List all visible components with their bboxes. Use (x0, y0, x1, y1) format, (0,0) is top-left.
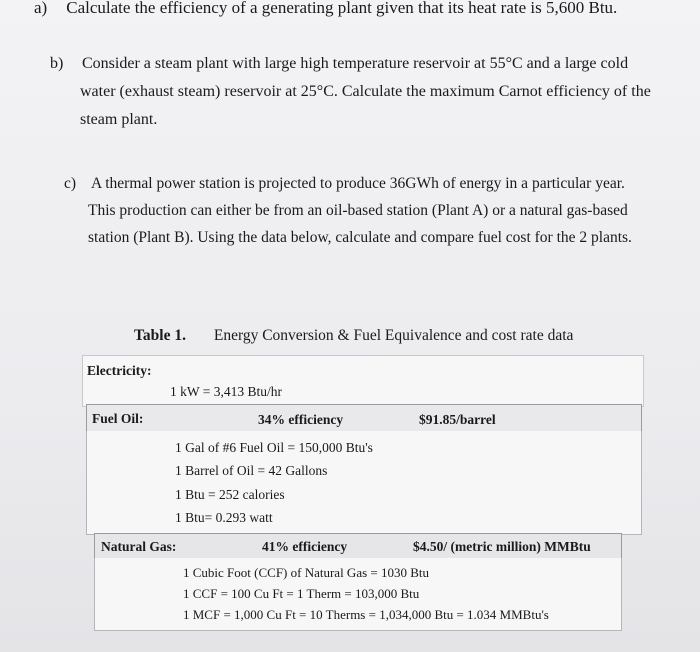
question-c-line-1: A thermal power station is projected to produce 36GWh of energy in a particular year. (91, 175, 625, 192)
natural-gas-row-3: 1 MCF = 1,000 Cu Ft = 10 Therms = 1,034,000 Btu = 1.034 MMBtu's (183, 607, 549, 622)
fuel-oil-cost: $91.85/barrel (419, 412, 496, 427)
question-b (50, 50, 690, 134)
natural-gas-header: Natural Gas: (101, 539, 177, 554)
fuel-oil-row-2: 1 Barrel of Oil = 42 Gallons (175, 463, 328, 478)
fuel-oil-header: Fuel Oil: (92, 411, 144, 426)
fuel-oil-header-row (86, 404, 642, 433)
question-c-label: c) (64, 175, 77, 192)
question-a-text: Calculate the efficiency of a generating plant given that its heat rate is 5,600 Btu. (66, 0, 618, 17)
table-caption-text: Energy Conversion & Fuel Equivalence and cost rate data (213, 327, 574, 344)
question-b-line-2: water (exhaust steam) reservoir at 25°C. Calculate the maximum Carnot efficiency of the (80, 83, 651, 100)
fuel-oil-row-4: 1 Btu= 0.293 watt (175, 510, 273, 525)
electricity-header: Electricity: (87, 363, 152, 378)
question-c-line-3: station (Plant B). Using the data below, calculate and compare fuel cost for the 2 plants. (88, 229, 632, 246)
question-b-line-3: steam plant. (80, 111, 158, 128)
fuel-oil-efficiency: 34% efficiency (258, 412, 344, 427)
question-c (64, 170, 684, 251)
question-b-label: b) (50, 55, 64, 72)
natural-gas-row-2: 1 CCF = 100 Cu Ft = 1 Therm = 103,000 Btu (183, 586, 420, 601)
electricity-row-1: 1 kW = 3,413 Btu/hr (170, 384, 282, 399)
fuel-oil-row-3: 1 Btu = 252 calories (175, 487, 285, 502)
natural-gas-cost: $4.50/ (metric million) MMBtu (413, 539, 591, 554)
question-a-label: a) (34, 0, 48, 17)
natural-gas-efficiency: 41% efficiency (262, 539, 348, 554)
question-b-line-1: Consider a steam plant with large high temperature reservoir at 55°C and a large cold (82, 55, 629, 72)
natural-gas-row-1: 1 Cubic Foot (CCF) of Natural Gas = 1030 Btu (183, 565, 430, 580)
question-c-line-2: This production can either be from an oil-based station (Plant A) or a natural gas-based (88, 202, 628, 219)
question-a (34, 0, 694, 22)
fuel-oil-row-1: 1 Gal of #6 Fuel Oil = 150,000 Btu's (175, 440, 373, 455)
table-caption (134, 327, 573, 345)
electricity-section (82, 355, 644, 407)
table-caption-label: Table 1. (134, 327, 186, 344)
